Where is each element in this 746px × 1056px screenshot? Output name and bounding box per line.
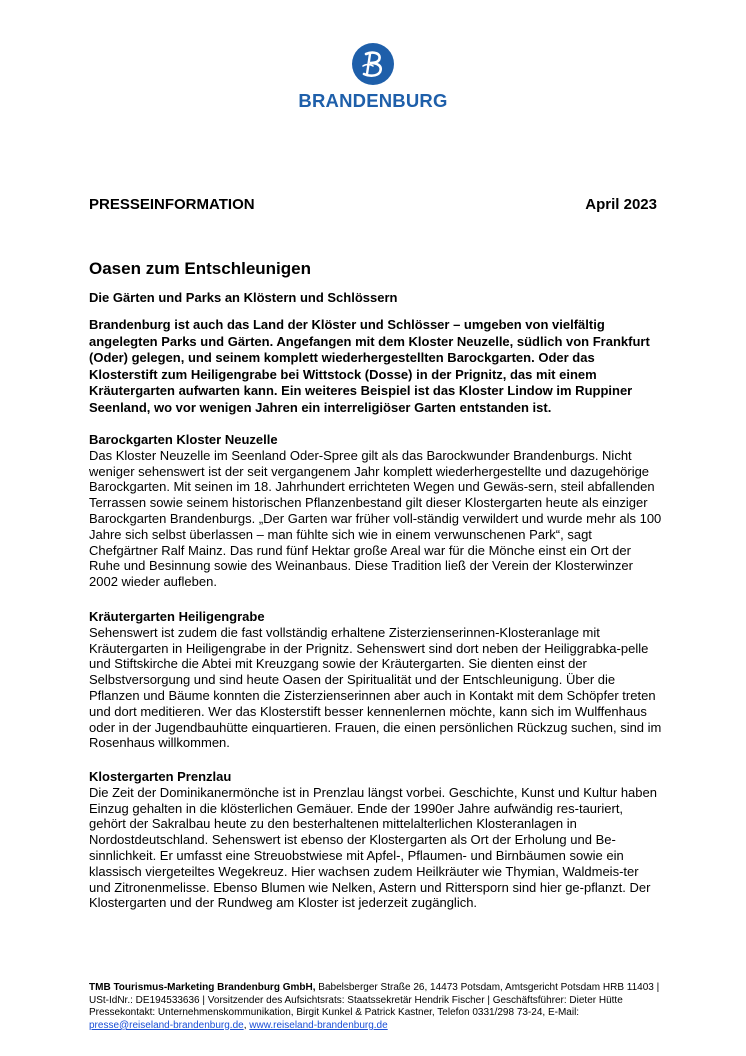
press-date: April 2023 — [585, 196, 657, 213]
lead-paragraph: Brandenburg ist auch das Land der Klöster und Schlösser – umgeben von vielfältig angelegten Parks und Gärten. Angefangen mit dem Kloster Neuzelle, südlich von Frankfurt (Oder) gelegen, und seinem komplett wiederhergestellten Barockgarten. Oder das Klosterstift zum Heiligengrabe bei Wittstock (Dosse) in der Prignitz, das mit einem Kräutergarten aufwarten kann. Ein weiteres Beispiel ist das Kloster Lindow im Ruppiner Seenland, wo vor wenigen Jahren ein interreligiöser Garten entstanden ist. — [89, 317, 650, 415]
section-heading: Barockgarten Kloster Neuzelle — [89, 432, 278, 447]
press-label: PRESSEINFORMATION — [89, 196, 255, 213]
footer-separator: , — [243, 1019, 250, 1031]
section-body: Das Kloster Neuzelle im Seenland Oder-Spree gilt als das Barockwunder Brandenburgs. Nicht weniger sehenswert ist der seit vergangenem Jahr komplett wiederhergestellte und dazugehörige Barockgarten. Mit seinen im 18. Jahrhundert errichteten Wegen und Gewäs-sern, steil abfallenden Terrassen sowie seinem historischen Pflanzenbestand gilt dieser Klostergarten heute als einziger Barockgarten Brandenburgs. „Der Garten war früher voll-ständig verwildert und wurde mehr als 100 Jahre sich selbst überlassen – man fühlte sich wie in einem verwunschenen Park“, sagt Chefgärtner Ralf Mainz. Das rund fünf Hektar große Areal war für die Mönche einst ein Ort der Ruhe und Besinnung sowie des Weinanbaus. Diese Tradition ließ der Verein der Klosterwinzer 2002 wieder aufleben. — [89, 447, 662, 590]
footer-company: TMB Tourismus-Marketing Brandenburg GmbH, — [89, 982, 316, 993]
page-subtitle: Die Gärten und Parks an Klöstern und Schlössern — [89, 290, 398, 305]
section-heading: Klostergarten Prenzlau — [89, 769, 232, 784]
footer-text: Babelsberger Straße 26, 14473 Potsdam, Amtsgericht Potsdam HRB 11403 | USt-IdNr.: DE194533636 | Vorsitzender des Aufsichtsrats: Staatssekretär Hendrik Fischer | Geschäftsführer: Dieter Hütte Pressekontakt: Unternehmenskommunikation, Birgit Kunkel & Patrick Kastner, Telefon 0331/298 73-24, E-Mail: — [89, 982, 660, 1019]
section-heiligengrabe — [89, 609, 663, 751]
brandenburg-logo — [290, 42, 456, 114]
section-neuzelle — [89, 432, 663, 590]
section-body: Sehenswert ist zudem die fast vollständig erhaltene Zisterzienserinnen-Klosteranlage mit Kräutergarten in Heiligengrabe in der Prignitz. Sehenswert sind dort neben der Heiliggrabka-pelle und Stiftskirche die Abtei mit Kreuzgang sowie der Kräutergarten. Sie dienten einst der Selbstversorgung und sind heute Oasen der Spiritualität und der Entschleunigung. Über die Pflanzen und Bäume konnten die Zisterzienserinnen aber auch in Kontakt mit dem Schöpfer treten und dort meditieren. Wer das Klosterstift besser kennenlernen möchte, kann sich im Wulffenhaus oder in der Jugendbauhütte einquartieren. Frauen, die einen persönlichen Rückzug suchen, sind im Rosenhaus willkommen. — [89, 624, 662, 751]
section-prenzlau — [89, 769, 663, 911]
footer-email-link[interactable]: presse@reiseland-brandenburg.de — [89, 1019, 244, 1031]
logo-wordmark: BRANDENBURG — [298, 90, 448, 111]
section-heading: Kräutergarten Heiligengrabe — [89, 609, 265, 624]
footer-website-link[interactable]: www.reiseland-brandenburg.de — [249, 1019, 388, 1031]
page-title: Oasen zum Entschleunigen — [89, 259, 311, 278]
footer-imprint — [89, 982, 661, 1032]
section-body: Die Zeit der Dominikanermönche ist in Prenzlau längst vorbei. Geschichte, Kunst und Kultur haben Einzug gehalten in die klösterlichen Gemäuer. Ende der 1990er Jahre aufwändig res-tauriert, gehört der Sakralbau heute zu den besterhaltenen mittelalterlichen Klosteranlagen in Nordostdeutschland. Sehenswert ist ebenso der Klostergarten als Ort der Erholung und Be-sinnlichkeit. Er umfasst eine Streuobstwiese mit Apfel-, Pflaumen- und Birnbäumen sowie ein klassisch viergeteiltes Wegekreuz. Hier wachsen zudem Heilkräuter wie Thymian, Waldmeis-ter und Zitronenmelisse. Ebenso Blumen wie Nelken, Astern und Rittersporn sind hier ge-pflanzt. Der Klostergarten und der Rundweg am Kloster ist jederzeit zugänglich. — [89, 784, 657, 911]
brandenburg-b-icon — [351, 42, 395, 86]
press-header — [89, 196, 657, 213]
